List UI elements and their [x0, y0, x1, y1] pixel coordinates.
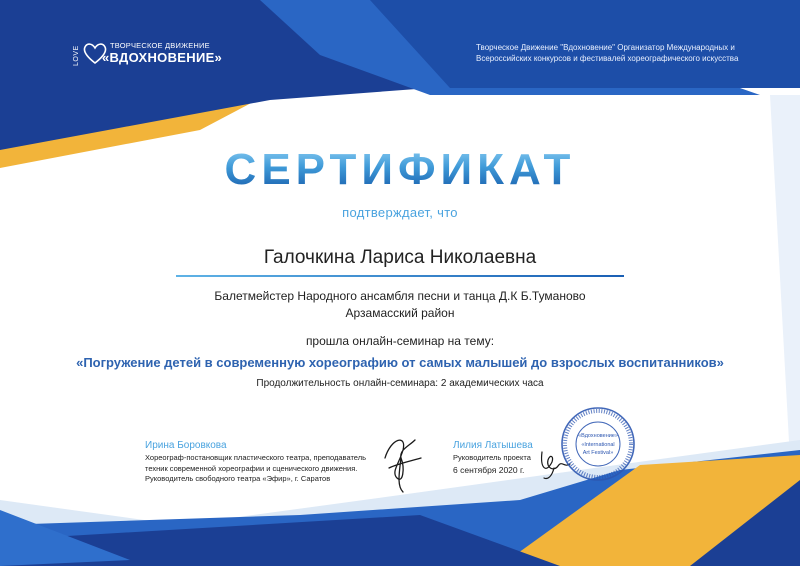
- logo-line2: «ВДОХНОВЕНИЕ»: [102, 50, 223, 65]
- stamp-text-2: «International: [581, 442, 615, 448]
- signatory1-name: Ирина Боровкова: [145, 440, 227, 451]
- signatory1-desc-line1: Хореограф-постановщик пластического театра, преподаватель: [145, 453, 367, 462]
- recipient-position: Балетмейстер Народного ансамбля песни и танца Д.К Б.Туманово: [214, 289, 586, 303]
- recipient-name: Галочкина Лариса Николаевна: [263, 247, 537, 268]
- signatory2-name: Лилия Латышева: [453, 440, 533, 451]
- stamp-text-1: «Вдохновение»: [578, 433, 618, 439]
- organizer-line1: Творческое Движение "Вдохновение" Организатор Международных и: [476, 43, 735, 52]
- signatory1-desc-line3: Руководитель свободного театра «Эфир», г. Саратов: [145, 474, 331, 483]
- organization-logo: [72, 38, 222, 68]
- name-underline: [176, 275, 624, 277]
- passed-text: прошла онлайн-семинар на тему:: [305, 334, 495, 348]
- certificate-title: СЕРТИФИКАТ: [224, 145, 576, 194]
- confirms-text: подтверждает, что: [342, 205, 458, 220]
- signatory1-desc-line2: техник современной хореографии и сценического движения.: [145, 463, 358, 473]
- signature1: [377, 428, 427, 494]
- signatory2-role: Руководитель проекта: [453, 453, 531, 462]
- signatory1-description: [145, 453, 385, 485]
- logo-line1: ТВОРЧЕСКОЕ ДВИЖЕНИЕ: [110, 41, 210, 50]
- stamp: [560, 406, 636, 482]
- logo-side-text: LOVE: [73, 45, 80, 66]
- issue-date: 6 сентября 2020 г.: [453, 465, 525, 475]
- organizer-line2: Всероссийских конкурсов и фестивалей хореографического искусства: [476, 54, 739, 63]
- seminar-duration: Продолжительность онлайн-семинара: 2 академических часа: [256, 378, 544, 389]
- stamp-text-3: Art Festival»: [582, 450, 614, 456]
- seminar-topic: «Погружение детей в современную хореографию от самых малышей до взрослых воспитанников»: [76, 355, 724, 370]
- recipient-district: Арзамасский район: [345, 306, 455, 320]
- organizer-info: [476, 42, 756, 64]
